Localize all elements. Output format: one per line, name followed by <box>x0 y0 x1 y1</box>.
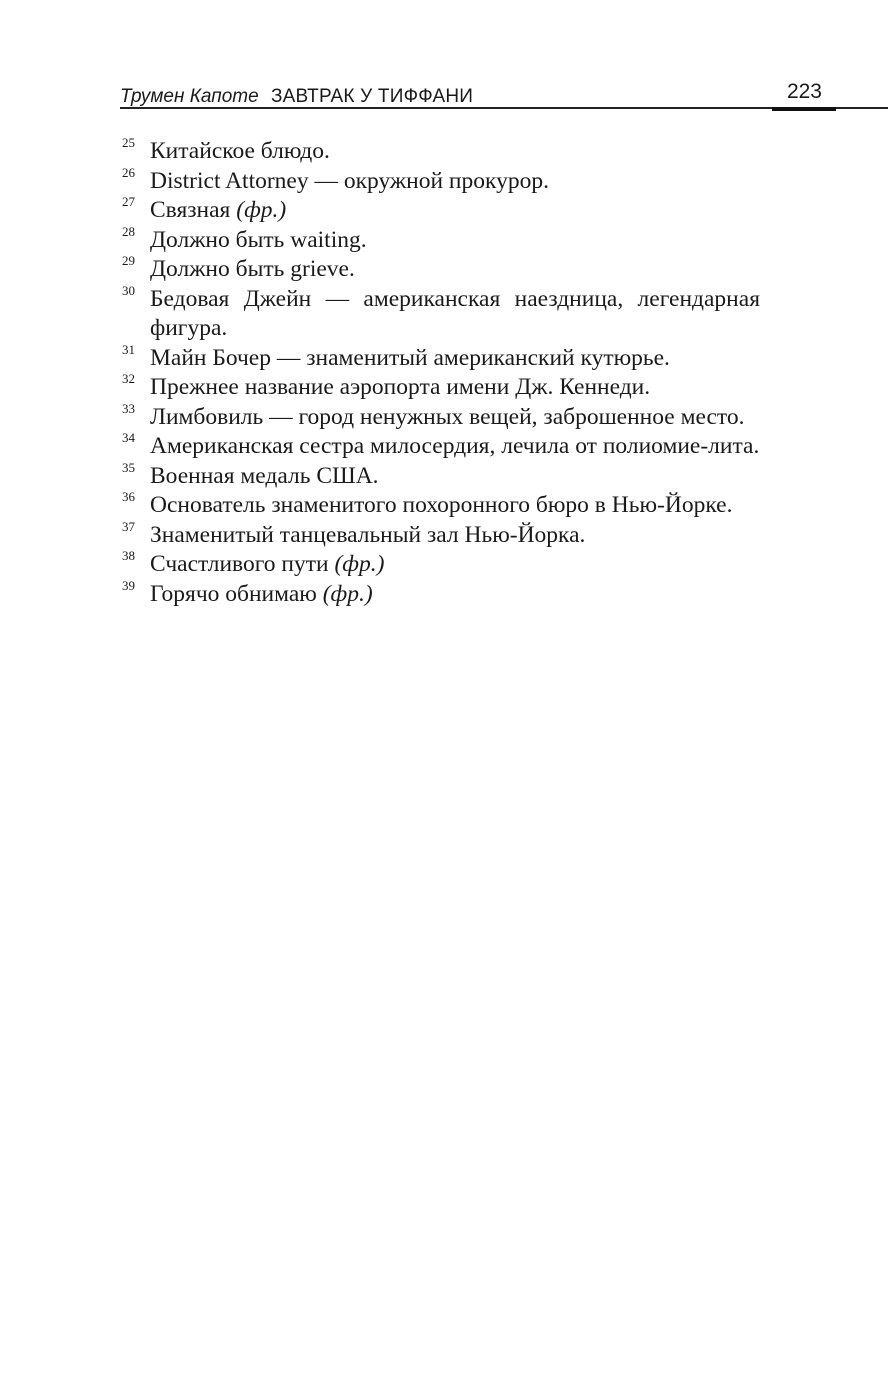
page-number: 223 <box>786 80 822 103</box>
footnote-number: 25 <box>122 135 135 150</box>
running-header <box>120 82 836 110</box>
page-number-underline <box>772 107 836 111</box>
footnote-text: Должно быть grieve. <box>150 256 355 282</box>
footnote-number: 33 <box>122 400 135 416</box>
footnote-number: 28 <box>122 223 135 239</box>
footnote-number: 30 <box>122 282 135 298</box>
footnote-item <box>120 400 760 433</box>
footnote-number: 32 <box>122 371 135 386</box>
footnote-number: 31 <box>122 341 135 357</box>
footnote-number: 34 <box>122 430 135 445</box>
footnote-text: Горячо обнимаю <box>150 580 323 607</box>
footnote-item <box>120 373 760 403</box>
footnote-item <box>120 577 760 610</box>
footnotes-list <box>120 137 760 609</box>
footnote-item <box>120 550 760 580</box>
footnote-text: Бедовая Джейн — американская наездница, легендарная фигура. <box>150 285 760 341</box>
footnote-italic: (фр.) <box>334 551 385 577</box>
footnote-item <box>120 223 760 256</box>
footnote-item <box>120 491 760 521</box>
footnote-item <box>120 137 760 167</box>
footnote-text: Знаменитый танцевальный зал Нью-Йорка. <box>150 521 586 548</box>
footnote-text: Китайское блюдо. <box>150 138 330 164</box>
footnote-number: 26 <box>122 164 135 180</box>
footnote-text: Военная медаль США. <box>150 462 379 489</box>
footnote-item <box>120 164 760 197</box>
footnote-number: 37 <box>122 518 135 534</box>
footnote-item <box>120 255 760 285</box>
footnote-number: 29 <box>122 253 135 268</box>
footnote-item <box>120 459 760 492</box>
footnote-text: Связная <box>150 197 237 223</box>
footnote-number: 35 <box>122 459 135 475</box>
footnote-text: Майн Бочер — знаменитый американский кутюрье. <box>150 344 670 371</box>
footnote-item <box>120 341 760 374</box>
header-author: Трумен Капоте <box>120 86 259 107</box>
footnote-number: 38 <box>122 548 135 563</box>
footnote-text: Лимбовиль — город ненужных вещей, заброшенное место. <box>150 403 745 430</box>
footnote-number: 39 <box>122 577 135 593</box>
footnote-number: 27 <box>122 194 135 209</box>
footnote-text: Должно быть waiting. <box>150 226 367 253</box>
footnote-italic: (фр.) <box>322 580 373 607</box>
footnote-item <box>120 282 760 344</box>
footnote-number: 36 <box>122 489 135 504</box>
footnote-italic: (фр.) <box>236 197 287 223</box>
footnote-item <box>120 196 760 226</box>
footnote-item <box>120 518 760 551</box>
footnote-text: Прежнее название аэропорта имени Дж. Кеннеди. <box>150 374 651 400</box>
footnote-text: District Attorney — окружной прокурор. <box>150 167 549 194</box>
footnote-text: Счастливого пути <box>150 551 335 577</box>
footnote-text: Основатель знаменитого похоронного бюро в Нью-Йорке. <box>150 492 733 518</box>
footnote-text: Американская сестра милосердия, лечила от полиомие-лита. <box>150 433 760 459</box>
footnote-item <box>120 432 760 462</box>
header-book-title: ЗАВТРАК У ТИФФАНИ <box>271 86 474 107</box>
